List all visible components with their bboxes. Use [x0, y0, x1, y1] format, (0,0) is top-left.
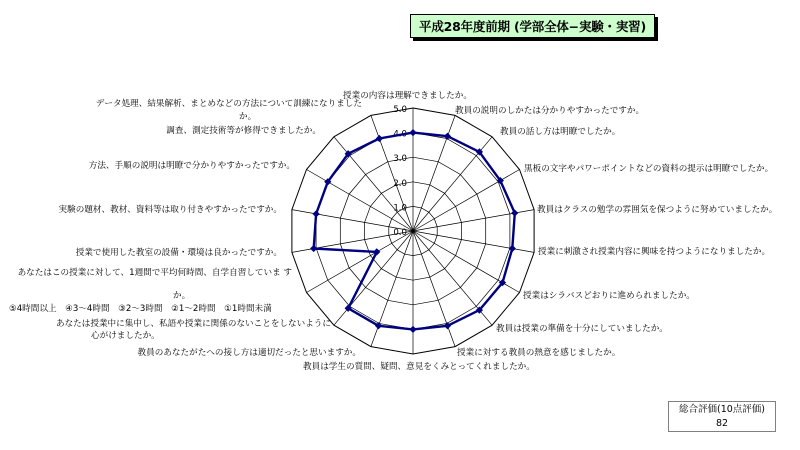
overall-score-box	[668, 401, 776, 432]
data-point-1	[409, 129, 416, 136]
category-label-11: 教員のあなたがたへの接し方は適切だったと思いますか。	[137, 348, 361, 358]
category-label-5: 教員はクラスの勉学の雰囲気を保つように努めていましたか。	[537, 205, 778, 215]
data-point-10	[409, 326, 416, 333]
category-label-4: 黒板の文字やパワーポイントなどの資料の提示は明瞭でしたか。	[524, 164, 774, 174]
category-label-13c: ⑤4時間以上 ④3〜4時間 ③2〜3時間 ②1〜2時間 ①1時間未満	[9, 304, 272, 314]
data-point-15	[312, 210, 319, 217]
category-label-17: 調査、測定技術等が修得できましたか。	[166, 126, 321, 136]
data-point-18	[376, 135, 383, 142]
category-label-7: 授業はシラバスどおりに進められましたか。	[523, 291, 695, 301]
category-label-15: 実験の題材、教材、資料等は取り付きやすかったですか。	[58, 205, 282, 215]
overall-score-value: 82	[715, 418, 729, 429]
tick-label-2.0: 2.0	[393, 178, 407, 189]
category-label-8: 教員は授業の準備を十分にしていましたか。	[496, 324, 668, 334]
category-label-12b: 心がけましたか。	[91, 331, 160, 341]
category-label-16: 方法、手順の説明は明瞭で分かりやすかったですか。	[88, 161, 295, 171]
radar-grid	[292, 108, 534, 354]
tick-label-3.0: 3.0	[393, 154, 407, 165]
category-label-12a: あなたは授業中に集中し、私語や授業に関係のないことをしないように	[55, 319, 331, 329]
tick-label-5.0: 5.0	[393, 105, 407, 115]
data-point-5	[511, 209, 518, 216]
overall-score-label: 総合評価(10点評価)	[678, 404, 765, 415]
category-label-18b: か。	[239, 112, 257, 122]
tick-label-1.0: 1.0	[393, 203, 407, 214]
tick-label-0.0: 0.0	[393, 228, 407, 238]
category-label-14: 授業で使用した教室の設備・環境は良かったですか。	[75, 248, 282, 258]
chart-title: 平成28年度前期 (学部全体−実験・実習)	[410, 14, 655, 38]
category-label-13a: あなたはこの授業に対して、1週間で平均何時間、自学自習していま す	[17, 268, 292, 278]
radar-tick-labels	[393, 105, 407, 238]
category-label-13b: か。	[173, 291, 191, 301]
category-label-6: 授業に刺激され授業内容に興味を持つようになりましたか。	[538, 247, 771, 257]
category-label-10: 教員は学生の質問、疑問、意見をくみとってくれましたか。	[303, 362, 535, 372]
category-label-2: 教員の説明のしかたは分かりやすかったですか。	[455, 106, 645, 116]
category-label-18a: データ処理、結果解析、まとめなどの方法について訓練になりました	[95, 99, 362, 109]
category-label-9: 授業に対する教員の熱意を感じましたか。	[457, 348, 621, 358]
category-label-3: 教員の話し方は明瞭でしたか。	[500, 127, 621, 137]
tick-label-4.0: 4.0	[393, 129, 407, 140]
category-label-1: 授業の内容は理解できましたか。	[343, 91, 472, 101]
